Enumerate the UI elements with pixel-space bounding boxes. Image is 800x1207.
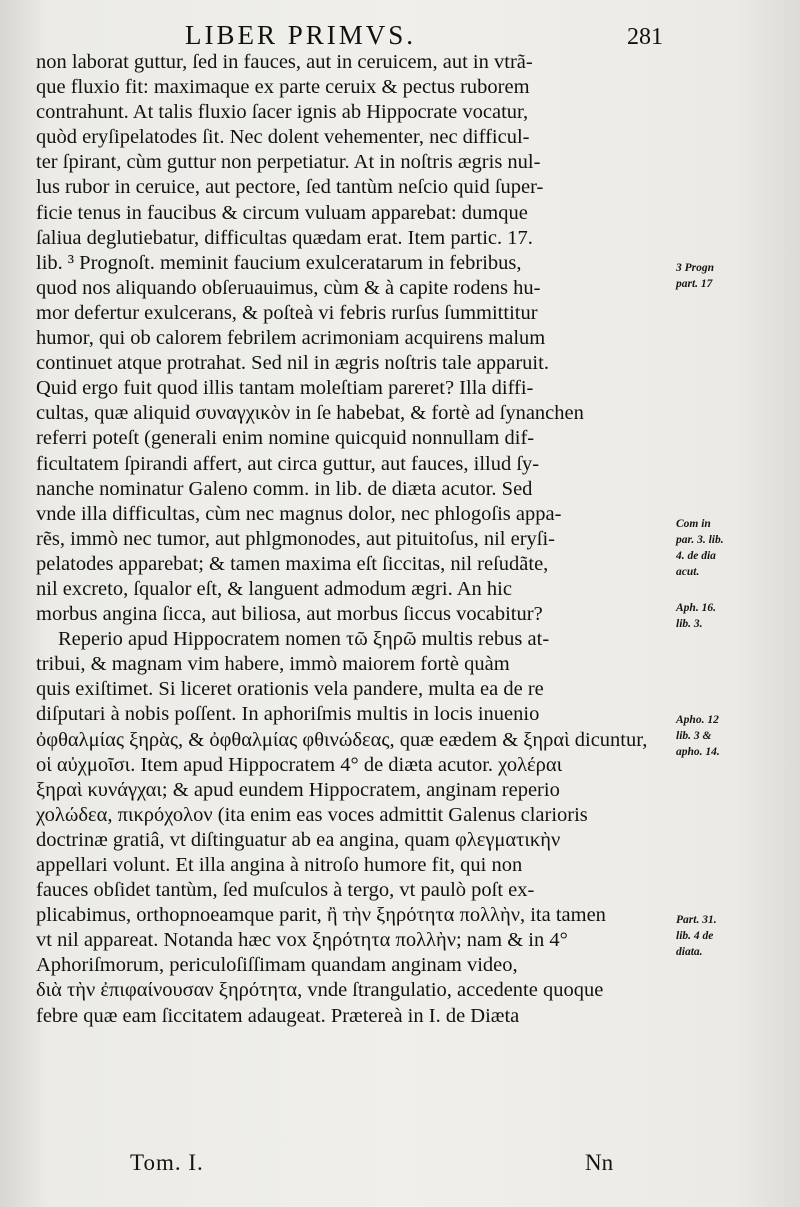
text-line: appellari volunt. Et illa angina à nitroſo humore fit, qui non (36, 854, 523, 876)
text-line: lus rubor in ceruice, aut pectore, ſed tantùm neſcio quid ſuper- (36, 176, 544, 199)
margin-note-line: diata. (676, 946, 703, 958)
margin-note-line: Part. 31. (676, 914, 717, 926)
text-line: referri poteſt (generali enim nomine quicquid nonnullam dif- (36, 427, 535, 450)
text-line: ὀφθαλμίας ξηρὰς, & ὀφθαλμίας φθινώδεας, quæ eædem & ξηραὶ dicuntur, (36, 728, 648, 751)
text-line: ſaliua deglutiebatur, difficultas quædam erat. Item partic. 17. (36, 226, 533, 249)
margin-note (676, 516, 724, 580)
margin-note-line: part. 17 (676, 278, 713, 290)
margin-note-line: lib. 3. (676, 618, 703, 630)
text-line: ξηραὶ κυνάγχαι; & apud eundem Hippocratem, anginam reperio (36, 778, 560, 801)
text-line: doctrinæ gratiâ, vt diſtinguatur ab ea angina, quam φλεγματικὴν (36, 828, 561, 851)
margin-note-line: Com in (676, 518, 711, 530)
margin-note-line: par. 3. lib. (676, 534, 724, 546)
text-line: quod nos aliquando obſeruauimus, cùm & à capite rodens hu- (36, 276, 541, 299)
margin-note (676, 600, 716, 632)
margin-note-line: 4. de dia (676, 550, 716, 562)
text-line: vt nil appareat. Notanda hæc vox ξηρότητα πολλὴν; nam & in 4° (36, 929, 568, 952)
margin-note-line: Apho. 12 (676, 714, 719, 726)
text-line: continuet atque protrahat. Sed nil in ægris noſtris tale apparuit. (36, 352, 549, 375)
margin-note-line: lib. 3 & (676, 730, 712, 742)
page-footer (0, 1150, 800, 1184)
signature-mark: Tom. I. (130, 1150, 204, 1175)
text-line: febre quæ eam ſiccitatem adaugeat. Prætereà in I. de Diæta (36, 1004, 520, 1027)
text-line: οἱ αὐχμοῖσι. Item apud Hippocratem 4° de diæta acutor. χολέραι (36, 753, 563, 776)
margin-note-line: Aph. 16. (676, 602, 716, 614)
running-title: LIBER PRIMVS. (185, 20, 417, 50)
text-line: plicabimus, orthopnoeamque parit, ἢ τὴν ξηρότητα πολλὴν, ita tamen (36, 904, 606, 927)
main-text-block (36, 50, 684, 1029)
text-line: mor defertur exulcerans, & poſteà vi febris rurſus ſummittitur (36, 301, 538, 324)
paragraph-start-line: Reperio apud Hippocratem nomen τῶ ξηρῶ multis rebus at- (58, 628, 550, 651)
text-line: vnde illa difficultas, cùm nec magnus dolor, nec phlogoſis appa- (36, 502, 562, 525)
text-line: χολώδεα, πικρόχολον (ita enim eas voces admittit Galenus clarioris (36, 803, 588, 826)
text-line: cultas, quæ aliquid συναγχικὸν in ſe habebat, & fortè ad ſynanchen (36, 402, 584, 425)
text-line: non laborat guttur, ſed in fauces, aut in ceruicem, aut in vtrã- (36, 51, 533, 73)
margin-note-line: 3 Progn (676, 262, 715, 274)
margin-note-line: lib. 4 de (676, 930, 714, 942)
margin-note (676, 712, 720, 760)
text-line: morbus angina ſicca, aut biliosa, aut morbus ſiccus vocabitur? (36, 603, 543, 626)
text-line: diſputari à nobis poſſent. In aphoriſmis multis in locis inuenio (36, 703, 540, 726)
text-line: Aphoriſmorum, periculoſiſſimam quandam anginam video, (36, 954, 518, 977)
text-line: lib. ³ Prognoſt. meminit faucium exulceratarum in febribus, (36, 251, 522, 274)
text-line: nil excreto, ſqualor eſt, & languent admodum ægri. An hic (36, 577, 512, 600)
text-line: pelatodes apparebat; & tamen maxima eſt ſiccitas, nil reſudãte, (36, 552, 549, 575)
margin-note-line: apho. 14. (676, 746, 720, 758)
margin-note (676, 260, 714, 292)
text-line: ter ſpirant, cùm guttur non perpetiatur. At in noſtris ægris nul- (36, 151, 541, 174)
text-line: contrahunt. At talis fluxio ſacer ignis ab Hippocrate vocatur, (36, 101, 529, 124)
text-line: quòd eryſipelatodes ſit. Nec dolent vehementer, nec difficul- (36, 126, 530, 149)
page-number: 281 (627, 24, 663, 50)
text-line: tribui, & magnam vim habere, immò maiorem fortè quàm (36, 653, 510, 676)
margin-notes-column (676, 0, 798, 1207)
text-line: ficultatem ſpirandi affert, aut circa guttur, aut fauces, illud ſy- (36, 452, 540, 475)
text-line: διὰ τὴν ἐπιφαίνουσαν ξηρότητα, vnde ſtrangulatio, accedente quoque (36, 979, 604, 1002)
text-line: Quid ergo fuit quod illis tantam moleſtiam pareret? Illa diffi- (36, 377, 534, 400)
text-line: fauces obſidet tantùm, ſed muſculos à tergo, vt paulò poſt ex- (36, 879, 535, 902)
catchword: Nn (585, 1150, 614, 1175)
text-line: que fluxio fit: maximaque ex parte ceruix & pectus ruborem (36, 76, 530, 99)
margin-note (676, 912, 717, 960)
text-line: humor, qui ob calorem febrilem acrimoniam acquirens malum (36, 327, 546, 350)
text-line: ficie tenus in faucibus & circum vuluam apparebat: dumque (36, 201, 528, 224)
text-line: nanche nominatur Galeno comm. in lib. de diæta acutor. Sed (36, 477, 533, 500)
text-line: quis exiſtimet. Si liceret orationis vela pandere, multa ea de re (36, 678, 544, 701)
text-line: rẽs, immò nec tumor, aut phlgmonodes, aut pituitoſus, nil eryſi- (36, 527, 556, 550)
margin-note-line: acut. (676, 566, 700, 578)
